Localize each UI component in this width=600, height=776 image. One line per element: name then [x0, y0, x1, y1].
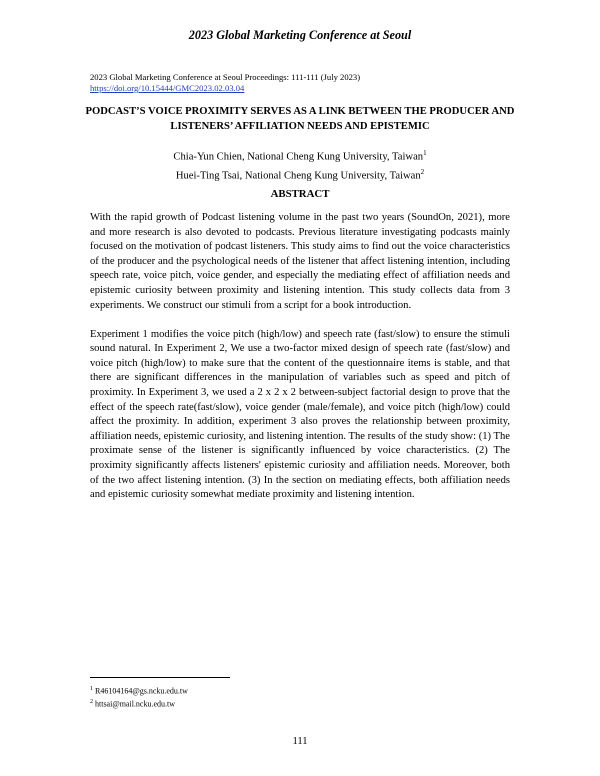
doi-link[interactable]: https://doi.org/10.15444/GMC2023.02.03.04 [90, 83, 245, 93]
footnote-mark: 1 [90, 686, 93, 692]
footnote-mark: 2 [90, 698, 93, 705]
author-line [0, 146, 600, 165]
author-name: Huei-Ting Tsai, National Cheng Kung University, Taiwan [175, 170, 421, 182]
abstract-paragraph: With the rapid growth of Podcast listening volume in the past two years (SoundOn, 2021), more and more research is also devoted to podcasts. Previous literature investigating podcasts mainly focused on the motivation of podcast listeners. This study aims to find out the voice characteristics of the producer and the psychological needs of the listener that affect listening intention, including speech rate, voice pitch, voice gender, and especially the mediating effect of affiliation needs and epistemic curiosity between proximity and listening intention. This study collects data from 3 experiments. We construct our stimuli from a script for a book introduction. [90, 212, 510, 311]
proceedings-info [90, 72, 360, 94]
footnote-text: httsai@mail.ncku.edu.tw [95, 699, 176, 709]
proceedings-citation: 2023 Global Marketing Conference at Seoul Proceedings: 111-111 (July 2023) [90, 72, 361, 82]
footnote-mark: 2 [420, 168, 425, 177]
footnote [90, 697, 188, 710]
author-name: Chia-Yun Chien, National Cheng Kung University, Taiwan [173, 151, 424, 163]
abstract-paragraph: Experiment 1 modifies the voice pitch (high/low) and speech rate (fast/slow) to ensure the stimuli sound natural. In Experiment 2, We use a two-factor mixed design of speech rate (fast/slow) and voice pitch (high/low) to make sure that the content of the questionnaire items is stable, and that there are significant differences in the manipulation of variables such as speed and pitch of proximity. In Experiment 3, we used a 2 x 2 x 2 between-subject factorial design to prove that the effect of the speech rate(fast/slow), voice gender (male/female), and voice pitch (high/low) could affect the proximity. In addition, experiment 3 also proves the relationship between proximity, affiliation needs, epistemic curiosity, and listening intention. The results of the study show: (1) The proximate sense of the listener is significantly influenced by voice characteristics. (2) The proximity significantly affects listeners' epistemic curiosity and affiliation needs. Moreover, both of the two affect listening intention. (3) In the section on mediating effects, both affiliation needs and epistemic curiosity somewhat mediate proximity and listening intention. [90, 328, 510, 501]
paper-title: PODCAST’S VOICE PROXIMITY SERVES AS A LINK BETWEEN THE PRODUCER AND LISTENERS’ AFFILIATION NEEDS AND EPISTEMIC [85, 106, 515, 132]
footnotes [90, 684, 188, 709]
footnote-text: R46104164@gs.ncku.edu.tw [95, 686, 188, 696]
author-line [0, 165, 600, 184]
footnote-mark: 1 [423, 149, 427, 157]
abstract-body [90, 211, 510, 517]
author-list [0, 146, 600, 184]
footnote [90, 684, 188, 697]
page-number: 111 [292, 736, 308, 747]
footnote-divider [90, 677, 230, 678]
running-header: 2023 Global Marketing Conference at Seoul [188, 28, 412, 42]
abstract-heading: ABSTRACT [270, 188, 330, 200]
